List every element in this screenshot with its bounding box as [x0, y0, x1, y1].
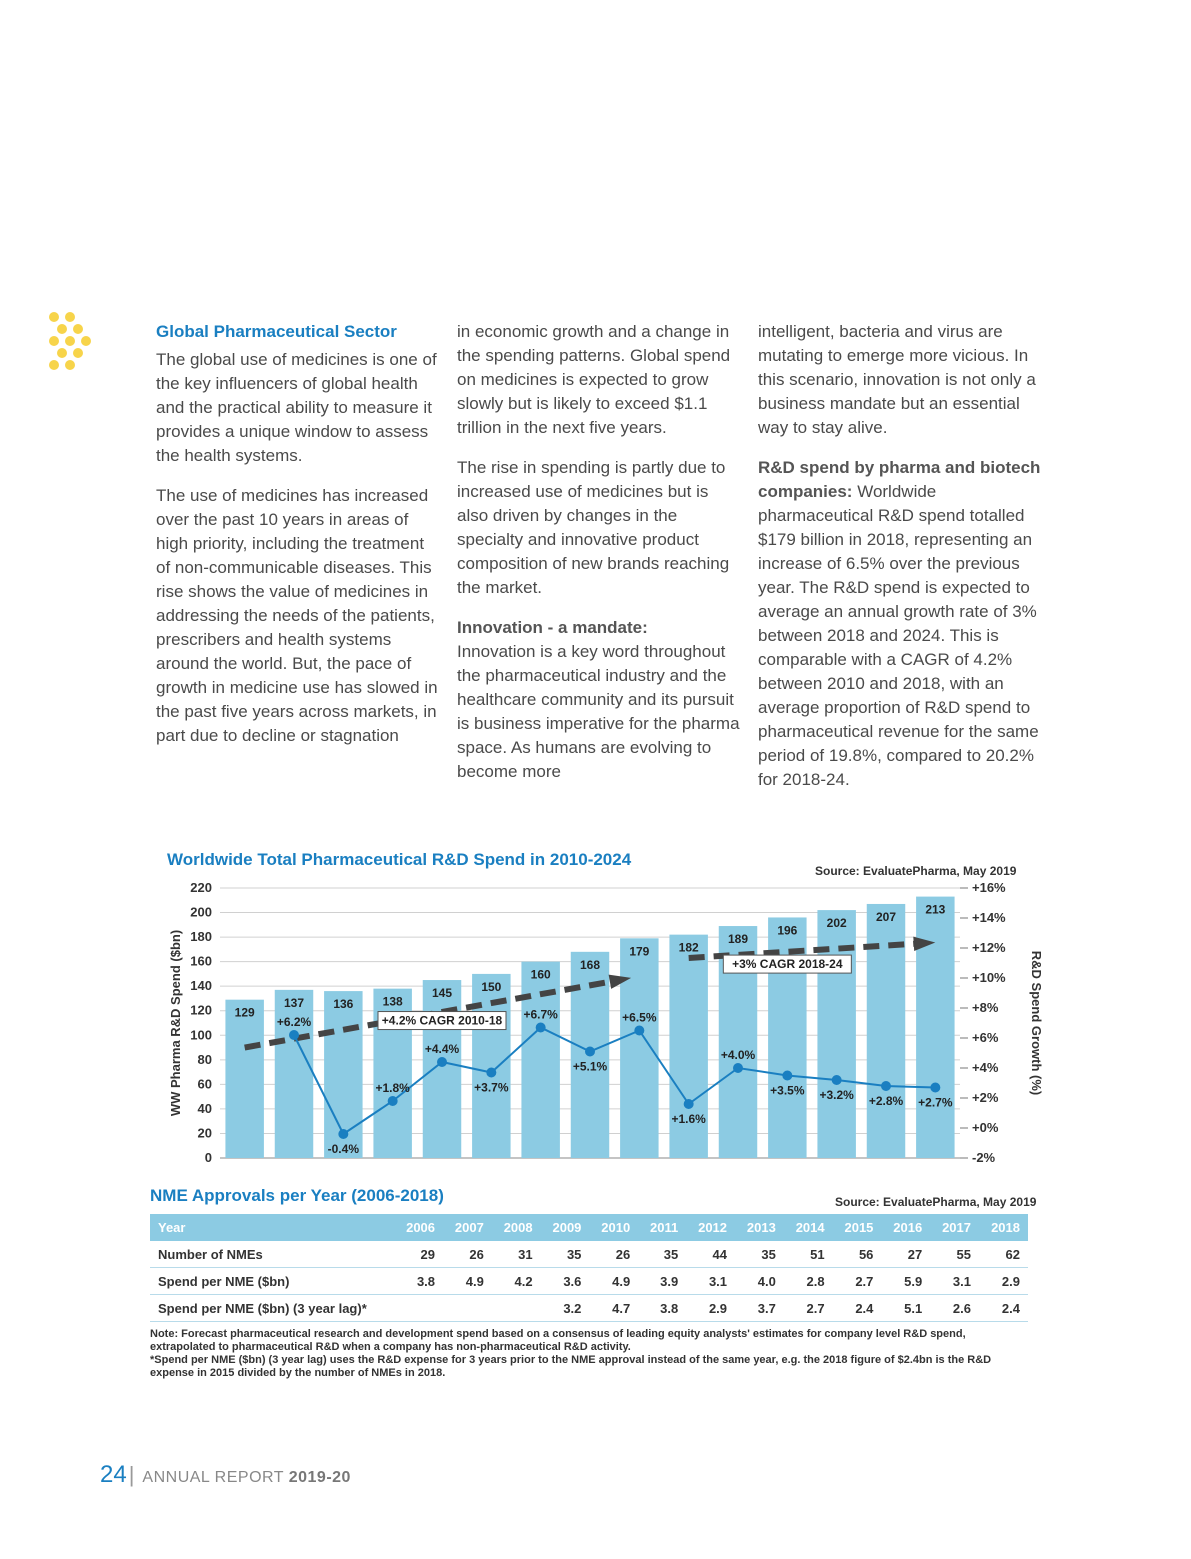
bar-value-label: 160 [530, 967, 551, 982]
chart-source: Source: EvaluatePharma, May 2019 [815, 864, 1017, 878]
y-axis-label: WW Pharma R&D Spend ($bn) [168, 929, 183, 1117]
y2-tick-label: +8% [972, 1000, 999, 1015]
growth-point [881, 1081, 891, 1091]
growth-label: +5.1% [572, 1059, 608, 1074]
bar [620, 938, 658, 1158]
table-cell: 3.1 [930, 1268, 979, 1295]
page-number: 24 [100, 1461, 127, 1488]
y2-tick-label: +6% [972, 1030, 999, 1045]
text-column-1 [156, 320, 441, 764]
annotation-label: +3% CAGR 2018-24 [732, 957, 843, 972]
paragraph: The global use of medicines is one of the key influencers of global health and the practical ability to measure it provides a unique window to assess the health systems. [156, 350, 437, 465]
table-cell: 2.4 [979, 1295, 1028, 1322]
growth-point [437, 1057, 447, 1067]
nme-table [150, 1214, 1028, 1322]
header-year: 2008 [492, 1214, 541, 1241]
paragraph: intelligent, bacteria and virus are mutating to emerge more vicious. In this scenario, innovation is not only a business mandate but an essential way to stay alive. [758, 322, 1036, 437]
y2-tick-label: +10% [972, 970, 1006, 985]
growth-label: -0.4% [327, 1142, 360, 1156]
y-tick-label: 20 [197, 1125, 212, 1141]
paragraph [457, 616, 742, 784]
paragraph: The use of medicines has increased over the past 10 years in areas of high priority, including the treatment of non-communicable diseases. This rise shows the value of medicines in addressing the needs of the patients, prescribers and health systems around the world. But, the pace of growth in medicine use has slowed in the past five years across markets, in part due to decline or stagnation [156, 486, 438, 745]
growth-label: +2.7% [918, 1095, 953, 1110]
table-cell: 4.9 [589, 1268, 638, 1295]
table-cell [394, 1295, 443, 1322]
header-year: 2010 [589, 1214, 638, 1241]
bar-value-label: 189 [727, 932, 749, 947]
y-tick-label: 200 [190, 904, 212, 920]
table-cell: 27 [881, 1241, 930, 1268]
chart-title: Worldwide Total Pharmaceutical R&D Spend in 2010-2024 [167, 850, 632, 869]
table-row [150, 1295, 1028, 1322]
growth-label: +6.2% [276, 1015, 312, 1029]
header-year: 2018 [979, 1214, 1028, 1241]
footer-divider: | [128, 1462, 135, 1487]
growth-point [733, 1063, 743, 1073]
section-heading: Global Pharmaceutical Sector [156, 322, 397, 341]
table-cell: 2.6 [930, 1295, 979, 1322]
bar-value-label: 182 [678, 940, 699, 955]
table-cell: 4.9 [443, 1268, 492, 1295]
growth-label: +3.5% [770, 1083, 805, 1098]
growth-point [289, 1030, 299, 1040]
table-cell: 35 [541, 1241, 590, 1268]
table-cell: 55 [930, 1241, 979, 1268]
bar-value-label: 202 [826, 916, 847, 931]
growth-point [388, 1096, 398, 1106]
table-cell: 44 [686, 1241, 735, 1268]
table-cell: 62 [979, 1241, 1028, 1268]
growth-point [585, 1047, 595, 1057]
footnote [150, 1328, 1030, 1380]
nme-source: Source: EvaluatePharma, May 2019 [835, 1195, 1037, 1209]
growth-label: +2.8% [868, 1094, 904, 1108]
bar-value-label: 138 [382, 994, 403, 1009]
table-cell: 3.8 [394, 1268, 443, 1295]
paragraph-text: Innovation is a key word throughout the pharmaceutical industry and the healthcare community and its pursuit is business imperative for the pharma space. As humans are evolving to become more [457, 642, 740, 781]
table-cell: 31 [492, 1241, 541, 1268]
table-cell: 2.7 [833, 1268, 882, 1295]
table-cell: 2.4 [833, 1295, 882, 1322]
table-cell: 51 [784, 1241, 833, 1268]
bar-value-label: 145 [431, 986, 453, 1001]
page-footer [100, 1461, 351, 1489]
bar-value-label: 136 [333, 997, 354, 1012]
header-year: 2013 [735, 1214, 784, 1241]
header-year: 2016 [881, 1214, 930, 1241]
table-cell: 35 [735, 1241, 784, 1268]
growth-point [684, 1099, 694, 1109]
table-cell: 3.2 [541, 1295, 590, 1322]
y-tick-label: 180 [190, 929, 212, 945]
growth-point [486, 1068, 496, 1078]
note-line: *Spend per NME ($bn) (3 year lag) uses the R&D expense for 3 years prior to the NME approval instead of the same year, e.g. the 2018 figure of $2.4bn is the R&D expense in 2015 divided by the number of NMEs in 2018. [150, 1354, 992, 1379]
growth-label: +6.7% [523, 1007, 558, 1022]
note-line: Note: Forecast pharmaceutical research and development spend based on a consensus of leading equity analysts' estimates for company level R&D spend, extrapolated to pharmaceutical R&D when a company has non-pharmaceutical R&D activity. [150, 1328, 966, 1353]
y2-tick-label: +0% [972, 1120, 999, 1135]
annotation-label: +4.2% CAGR 2010-18 [381, 1013, 503, 1028]
y-tick-label: 100 [190, 1027, 212, 1043]
header-year: 2012 [686, 1214, 735, 1241]
table-cell: 56 [833, 1241, 882, 1268]
row-label: Number of NMEs [150, 1241, 394, 1268]
bar-value-label: 137 [283, 995, 305, 1010]
y-tick-label: 140 [190, 978, 212, 994]
bar-value-label: 168 [579, 957, 601, 972]
growth-label: +4.0% [720, 1048, 756, 1062]
header-year: 2015 [833, 1214, 882, 1241]
report-year: 2019-20 [288, 1469, 351, 1486]
y-tick-label: 40 [197, 1100, 212, 1116]
header-year: 2009 [541, 1214, 590, 1241]
table-row [150, 1241, 1028, 1268]
bar [916, 897, 954, 1158]
growth-label: +3.2% [819, 1088, 854, 1102]
table-cell: 26 [589, 1241, 638, 1268]
rd-spend-chart [160, 845, 1060, 1165]
table-cell: 2.9 [979, 1268, 1028, 1295]
bar-value-label: 150 [481, 979, 502, 994]
bar-value-label: 196 [777, 923, 798, 938]
table-cell: 3.1 [686, 1268, 735, 1295]
text-column-2 [457, 320, 742, 784]
paragraph [758, 456, 1043, 792]
bar-value-label: 179 [629, 944, 650, 959]
growth-point [930, 1083, 940, 1093]
y2-axis-label: R&D Spend Growth (%) [1029, 950, 1044, 1096]
paragraph: The rise in spending is partly due to increased use of medicines but is also driven by changes in the specialty and innovative product composition of new brands reaching the market. [457, 458, 730, 597]
table-cell: 2.8 [784, 1268, 833, 1295]
y2-tick-label: +14% [972, 910, 1006, 925]
y2-tick-label: -2% [972, 1150, 996, 1165]
table-cell: 4.2 [492, 1268, 541, 1295]
y-tick-label: 80 [197, 1051, 212, 1067]
table-cell: 4.7 [589, 1295, 638, 1322]
y-tick-label: 220 [190, 880, 212, 895]
header-year: 2011 [638, 1214, 686, 1241]
table-cell: 3.6 [541, 1268, 590, 1295]
table-cell: 3.8 [638, 1295, 686, 1322]
growth-label: +1.6% [671, 1112, 706, 1126]
nme-title: NME Approvals per Year (2006-2018) [150, 1186, 444, 1205]
growth-label: +3.7% [474, 1080, 509, 1095]
growth-label: +4.4% [424, 1042, 460, 1056]
header-year: 2017 [930, 1214, 979, 1241]
table-cell: 5.1 [881, 1295, 930, 1322]
growth-point [832, 1075, 842, 1085]
decorative-dots-icon [46, 310, 106, 370]
report-name: ANNUAL REPORT [142, 1469, 284, 1486]
growth-point [634, 1026, 644, 1036]
growth-point [338, 1129, 348, 1139]
header-year: 2006 [394, 1214, 443, 1241]
growth-label: +1.8% [375, 1081, 410, 1095]
bar-value-label: 129 [234, 1005, 255, 1020]
row-label: Spend per NME ($bn) (3 year lag)* [150, 1295, 394, 1322]
y2-tick-label: +16% [972, 880, 1006, 895]
table-cell [443, 1295, 492, 1322]
growth-point [536, 1023, 546, 1033]
table-cell: 26 [443, 1241, 492, 1268]
header-year: 2014 [784, 1214, 833, 1241]
growth-label: +6.5% [622, 1010, 657, 1025]
table-cell: 2.7 [784, 1295, 833, 1322]
row-label: Spend per NME ($bn) [150, 1268, 394, 1295]
header-year: 2007 [443, 1214, 492, 1241]
paragraph: in economic growth and a change in the spending patterns. Global spend on medicines is expected to grow slowly but is likely to exceed $1.1 trillion in the next five years. [457, 322, 731, 437]
text-column-3 [758, 320, 1043, 808]
table-row [150, 1268, 1028, 1295]
table-cell: 35 [638, 1241, 686, 1268]
y-tick-label: 0 [204, 1150, 212, 1165]
y2-tick-label: +12% [972, 940, 1006, 955]
table-cell [492, 1295, 541, 1322]
y2-tick-label: +2% [972, 1090, 999, 1105]
bar-value-label: 207 [875, 909, 897, 924]
y-tick-label: 120 [190, 1002, 212, 1018]
table-cell: 4.0 [735, 1268, 784, 1295]
table-cell: 2.9 [686, 1295, 735, 1322]
bar [225, 1000, 263, 1158]
paragraph-text: Worldwide pharmaceutical R&D spend totalled $179 billion in 2018, representing an increase of 6.5% over the previous year. The R&D spend is expected to average an annual growth rate of 3% between 2018 and 2024. This is comparable with a CAGR of 4.2% between 2010 and 2018, with an average proportion of R&D spend to pharmaceutical revenue for the same period of 19.8%, compared to 20.2% for 2018-24. [758, 482, 1039, 789]
table-cell: 3.7 [735, 1295, 784, 1322]
subheading: Innovation - a mandate: [457, 618, 648, 637]
y-tick-label: 60 [197, 1076, 212, 1092]
y-tick-label: 160 [190, 953, 212, 969]
table-cell: 3.9 [638, 1268, 686, 1295]
table-header-row [150, 1214, 1028, 1241]
table-cell: 29 [394, 1241, 443, 1268]
bar-value-label: 213 [925, 902, 946, 917]
y2-tick-label: +4% [972, 1060, 999, 1075]
lead-text: R&D spend by pharma and biotech companies: [758, 458, 1041, 501]
table-cell: 5.9 [881, 1268, 930, 1295]
header-label: Year [150, 1214, 394, 1241]
growth-point [782, 1071, 792, 1081]
